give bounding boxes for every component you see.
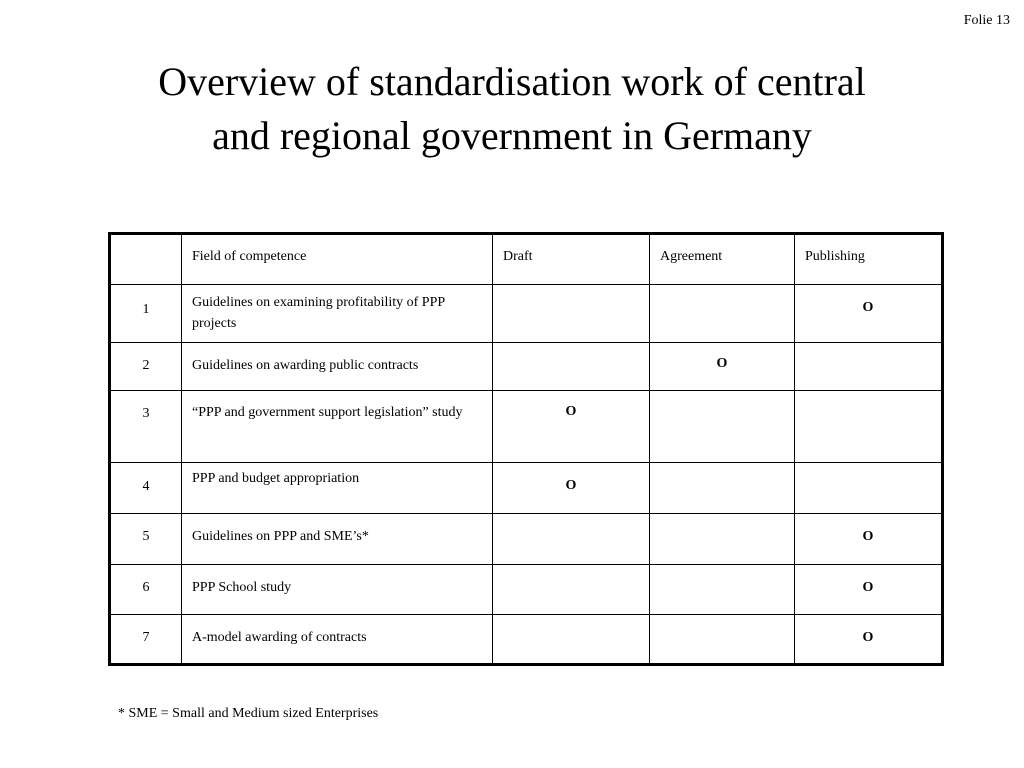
row-number: 2 <box>110 343 182 391</box>
row-draft-mark <box>493 565 650 615</box>
row-publishing-mark: O <box>795 514 943 565</box>
row-draft-mark: O <box>493 463 650 514</box>
row-draft-mark <box>493 514 650 565</box>
row-number: 6 <box>110 565 182 615</box>
title-line-1: Overview of standardisation work of central <box>158 59 866 104</box>
table-row <box>110 391 943 463</box>
row-publishing-mark <box>795 463 943 514</box>
footnote: * SME = Small and Medium sized Enterprises <box>118 706 379 721</box>
table-row <box>110 565 943 615</box>
row-agreement-mark <box>650 285 795 343</box>
row-agreement-mark: O <box>650 343 795 391</box>
slide-number: Folie 13 <box>963 13 1010 28</box>
row-draft-mark <box>493 343 650 391</box>
table-row <box>110 343 943 391</box>
slide-title <box>0 55 1024 163</box>
row-field: PPP School study <box>182 565 493 615</box>
row-field: PPP and budget appropriation <box>182 463 493 514</box>
table-header-row <box>110 234 943 285</box>
row-field: Guidelines on PPP and SME’s* <box>182 514 493 565</box>
row-number: 4 <box>110 463 182 514</box>
row-agreement-mark <box>650 565 795 615</box>
row-draft-mark <box>493 285 650 343</box>
row-number: 7 <box>110 615 182 665</box>
row-agreement-mark <box>650 463 795 514</box>
header-cell-number <box>110 234 182 285</box>
row-publishing-mark: O <box>795 565 943 615</box>
row-agreement-mark <box>650 391 795 463</box>
row-publishing-mark <box>795 391 943 463</box>
row-draft-mark <box>493 615 650 665</box>
row-draft-mark: O <box>493 391 650 463</box>
row-publishing-mark: O <box>795 285 943 343</box>
table-row <box>110 514 943 565</box>
row-number: 5 <box>110 514 182 565</box>
row-publishing-mark <box>795 343 943 391</box>
header-cell-publishing: Publishing <box>795 234 943 285</box>
row-publishing-mark: O <box>795 615 943 665</box>
table-row <box>110 615 943 665</box>
header-cell-draft: Draft <box>493 234 650 285</box>
row-agreement-mark <box>650 514 795 565</box>
row-number: 1 <box>110 285 182 343</box>
header-cell-field: Field of competence <box>182 234 493 285</box>
row-field: Guidelines on awarding public contracts <box>182 343 493 391</box>
standardisation-table <box>108 232 944 666</box>
row-field: “PPP and government support legislation” study <box>182 391 493 463</box>
row-agreement-mark <box>650 615 795 665</box>
table-row <box>110 285 943 343</box>
table-row <box>110 463 943 514</box>
title-line-2: and regional government in Germany <box>212 113 812 158</box>
row-number: 3 <box>110 391 182 463</box>
header-cell-agreement: Agreement <box>650 234 795 285</box>
row-field: A-model awarding of contracts <box>182 615 493 665</box>
row-field: Guidelines on examining profitability of PPP projects <box>182 285 493 343</box>
